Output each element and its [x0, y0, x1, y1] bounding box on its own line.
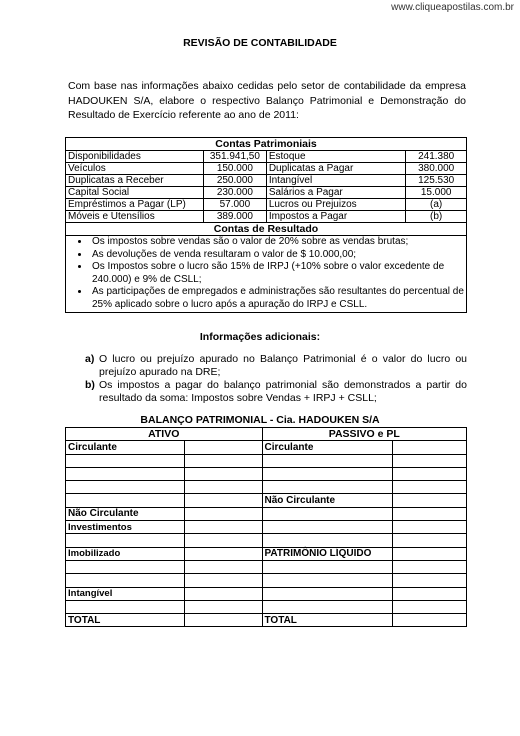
- account-name: Veículos: [66, 163, 204, 175]
- account-value: 150.000: [203, 163, 266, 175]
- account-value: 241.380: [406, 151, 467, 163]
- ativo-value-cell[interactable]: [184, 547, 262, 560]
- ativo-line-cell[interactable]: [66, 534, 185, 547]
- passivo-line-cell[interactable]: [262, 587, 393, 600]
- ativo-value-cell[interactable]: [184, 587, 262, 600]
- contas-patrimoniais-rows: [66, 151, 467, 223]
- passivo-header: PASSIVO e PL: [262, 428, 467, 441]
- info-item-text: O lucro ou prejuízo apurado no Balanço Patrimonial é o valor do lucro ou prejuízo apurado na DRE;: [99, 353, 467, 378]
- account-value: 125.530: [406, 175, 467, 187]
- account-value: 15.000: [406, 187, 467, 199]
- passivo-line-cell[interactable]: [262, 521, 393, 534]
- passivo-value-cell[interactable]: [393, 494, 467, 507]
- info-item: [85, 353, 467, 379]
- passivo-value-cell[interactable]: [393, 481, 467, 494]
- passivo-total-value[interactable]: [393, 614, 467, 627]
- passivo-total-label: TOTAL: [262, 614, 393, 627]
- imobilizado-label: Imobilizado: [66, 547, 185, 560]
- ativo-line-cell[interactable]: [66, 600, 185, 613]
- ativo-line-cell[interactable]: [66, 467, 185, 480]
- passivo-line-cell[interactable]: [262, 560, 393, 573]
- account-name: Estoque: [266, 151, 405, 163]
- ativo-value-cell[interactable]: [184, 560, 262, 573]
- informacoes-heading: Informações adicionais:: [199, 331, 321, 343]
- ativo-header: ATIVO: [66, 428, 263, 441]
- passivo-line-cell[interactable]: [262, 600, 393, 613]
- account-name: Intangível: [266, 175, 405, 187]
- intro-paragraph: Com base nas informações abaixo cedidas pelo setor de contabilidade da empresa HADOUKEN S/A, elabore o respectivo Balanço Patrimonial e Demonstração do Resultado de Exercício referente ao ano de 2011:: [68, 80, 466, 121]
- ativo-value-cell[interactable]: [184, 534, 262, 547]
- ativo-line-cell[interactable]: [66, 560, 185, 573]
- investimentos-label: Investimentos: [66, 521, 185, 534]
- contas-row: [66, 151, 467, 163]
- contas-row: [66, 187, 467, 199]
- passivo-value-cell[interactable]: [393, 600, 467, 613]
- ativo-value-cell[interactable]: [184, 467, 262, 480]
- passivo-value-cell[interactable]: [393, 560, 467, 573]
- account-value: (a): [406, 199, 467, 211]
- account-name: Duplicatas a Pagar: [266, 163, 405, 175]
- passivo-value-cell[interactable]: [393, 467, 467, 480]
- resultado-bullet: • Os Impostos sobre o lucro são 15% de IRPJ (+10% sobre o valor excedente de 240.000) e 9% de CSLL;: [90, 261, 464, 286]
- account-value: 57.000: [203, 199, 266, 211]
- intangivel-label: Intangível: [66, 587, 185, 600]
- ativo-total-value[interactable]: [184, 614, 262, 627]
- ativo-circulante-label: Circulante: [66, 441, 185, 454]
- balanco-table: [65, 427, 467, 627]
- resultado-bullet: • As participações de empregados e administrações são resultantes do percentual de 25% aplicado sobre o lucro após a apuração do IRPJ e CSLL.: [90, 286, 464, 311]
- patrimonio-liquido-label: PATRIMÔNIO LÍQUIDO: [262, 547, 393, 560]
- contas-resultado-list: [68, 236, 464, 311]
- ativo-nao-circulante-label: Não Circulante: [66, 507, 185, 520]
- header-url: www.cliqueapostilas.com.br: [391, 2, 514, 13]
- ativo-value-cell[interactable]: [184, 441, 262, 454]
- info-item: [85, 379, 467, 405]
- ativo-value-cell[interactable]: [184, 574, 262, 587]
- passivo-line-cell[interactable]: [262, 467, 393, 480]
- ativo-value-cell[interactable]: [184, 481, 262, 494]
- account-name: Móveis e Utensílios: [66, 211, 204, 223]
- informacoes-list: [85, 353, 467, 405]
- passivo-line-cell[interactable]: [262, 454, 393, 467]
- ativo-line-cell[interactable]: [66, 574, 185, 587]
- ativo-total-label: TOTAL: [66, 614, 185, 627]
- account-value: 380.000: [406, 163, 467, 175]
- passivo-nao-circulante-label: Não Circulante: [262, 494, 393, 507]
- ativo-line-cell[interactable]: [66, 454, 185, 467]
- ativo-value-cell[interactable]: [184, 507, 262, 520]
- balanco-heading: BALANÇO PATRIMONIAL - Cia. HADOUKEN S/A: [140, 414, 380, 426]
- ativo-line-cell[interactable]: [66, 481, 185, 494]
- ativo-value-cell[interactable]: [184, 494, 262, 507]
- contas-resultado-cell: [66, 236, 467, 313]
- passivo-value-cell[interactable]: [393, 547, 467, 560]
- contas-row: [66, 199, 467, 211]
- passivo-value-cell[interactable]: [393, 574, 467, 587]
- info-item-marker: b): [85, 379, 95, 391]
- account-name: Salários a Pagar: [266, 187, 405, 199]
- contas-row: [66, 163, 467, 175]
- passivo-line-cell[interactable]: [262, 574, 393, 587]
- account-value: 351.941,50: [203, 151, 266, 163]
- passivo-value-cell[interactable]: [393, 441, 467, 454]
- ativo-value-cell[interactable]: [184, 600, 262, 613]
- account-value: 250.000: [203, 175, 266, 187]
- passivo-value-cell[interactable]: [393, 454, 467, 467]
- contas-row: [66, 175, 467, 187]
- passivo-line-cell[interactable]: [262, 481, 393, 494]
- contas-row: [66, 211, 467, 223]
- ativo-line-cell[interactable]: [66, 494, 185, 507]
- passivo-line-cell[interactable]: [262, 507, 393, 520]
- account-name: Empréstimos a Pagar (LP): [66, 199, 204, 211]
- account-name: Impostos a Pagar: [266, 211, 405, 223]
- info-item-text: Os impostos a pagar do balanço patrimonial são demonstrados a partir do resultado da soma: Impostos sobre Vendas + IRPJ + CSLL;: [99, 379, 467, 404]
- contas-patrimoniais-heading: Contas Patrimoniais: [66, 138, 467, 151]
- resultado-bullet: • As devoluções de venda resultaram o valor de $ 10.000,00;: [90, 249, 464, 262]
- passivo-value-cell[interactable]: [393, 534, 467, 547]
- contas-table: [65, 137, 467, 313]
- account-name: Duplicatas a Receber: [66, 175, 204, 187]
- page-title: REVISÃO DE CONTABILIDADE: [183, 37, 337, 49]
- account-value: 389.000: [203, 211, 266, 223]
- passivo-value-cell[interactable]: [393, 587, 467, 600]
- account-name: Lucros ou Prejuizos: [266, 199, 405, 211]
- passivo-line-cell[interactable]: [262, 534, 393, 547]
- info-item-marker: a): [85, 353, 95, 365]
- account-name: Capital Social: [66, 187, 204, 199]
- account-value: 230.000: [203, 187, 266, 199]
- account-name: Disponibilidades: [66, 151, 204, 163]
- ativo-value-cell[interactable]: [184, 454, 262, 467]
- ativo-value-cell[interactable]: [184, 521, 262, 534]
- resultado-bullet: • Os impostos sobre vendas são o valor de 20% sobre as vendas brutas;: [90, 236, 464, 249]
- passivo-circulante-label: Circulante: [262, 441, 393, 454]
- contas-resultado-heading: Contas de Resultado: [66, 223, 467, 236]
- account-value: (b): [406, 211, 467, 223]
- passivo-value-cell[interactable]: [393, 507, 467, 520]
- passivo-value-cell[interactable]: [393, 521, 467, 534]
